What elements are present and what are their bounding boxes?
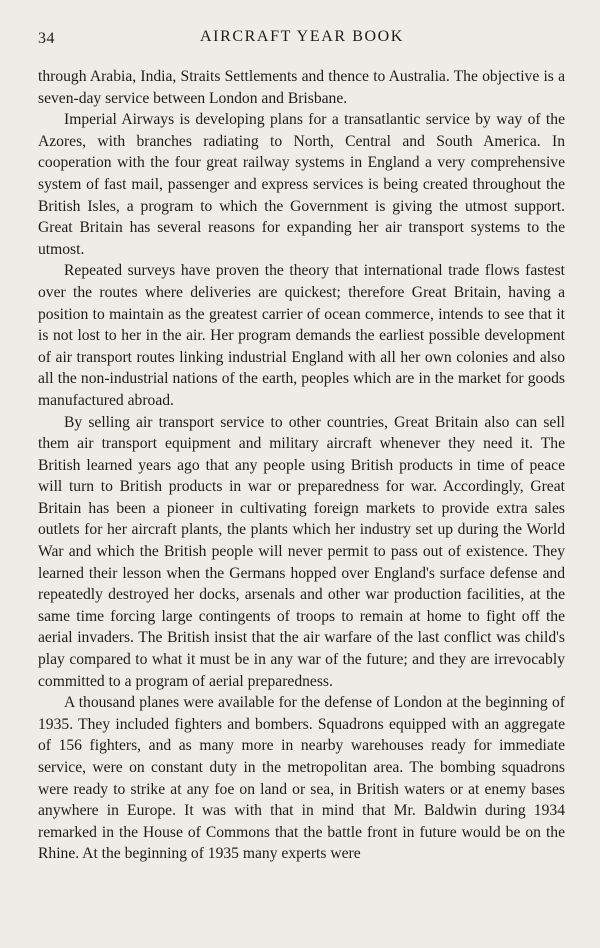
page-number: 34 [38,30,55,47]
paragraph-air-transport-sales: By selling air transport service to other countries, Great Britain also can sell them air transport equipment and military aircraft whenever they need it. The British learned years ago that any people using British products in time of peace will turn to British products in war or preparedness for war. Accordingly, Great Britain has been a pioneer in cultivating foreign markets to provide extra sales outlets for her aircraft plants, the plants which her industry set up during the World War and which the British people will never permit to pass out of existence. They learned their lesson when the Germans hopped over England's surface defense and repeatedly destroyed her docks, arsenals and other war production facilities, at the same time forcing large contingents of troops to remain at home to fight off the aerial invaders. The British insist that the air warfare of the last conflict was child's play compared to what it must be in any war of the future; and they are irrevocably committed to a program of aerial preparedness. [38,413,565,690]
paragraph-continued: through Arabia, India, Straits Settlements and thence to Australia. The objective is a seven-day service between London and Brisbane. [38,68,565,107]
paragraph-london-defense: A thousand planes were available for the defense of London at the beginning of 1935. They included fighters and bombers. Squadrons equipped with an aggregate of 156 fighters, and as many more in nearby warehouses ready for immediate service, were on constant duty in the metropolitan area. The bombing squadrons were ready to strike at any foe on land or sea, in British waters or at enemy bases anywhere in Europe. It was with that in mind that Mr. Baldwin during 1934 remarked in the House of Commons that the battle front in future would be on the Rhine. At the beginning of 1935 many experts were [38,694,565,863]
paragraph-imperial-airways: Imperial Airways is developing plans for a transatlantic service by way of the Azores, with branches radiating to North, Central and South America. In cooperation with the four great railway systems in England a very comprehensive system of fast mail, passenger and express services is being created throughout the British Isles, a program to which the Government is giving the utmost support. Great Britain has several reasons for expanding her air transport systems to the utmost. [38,111,565,258]
paragraph-international-trade: Repeated surveys have proven the theory that international trade flows fastest over the routes where deliveries are quickest; therefore Great Britain, having a position to maintain as the greatest carrier of ocean commerce, intends to see that it is not lost to her in the air. Her program demands the earliest possible development of air transport routes linking industrial England with all her own colonies and also all the non-industrial nations of the earth, peoples which are in the market for goods manufactured abroad. [38,262,565,409]
body-text [38,66,565,865]
page-header [38,28,566,52]
running-head: AIRCRAFT YEAR BOOK [200,28,404,45]
